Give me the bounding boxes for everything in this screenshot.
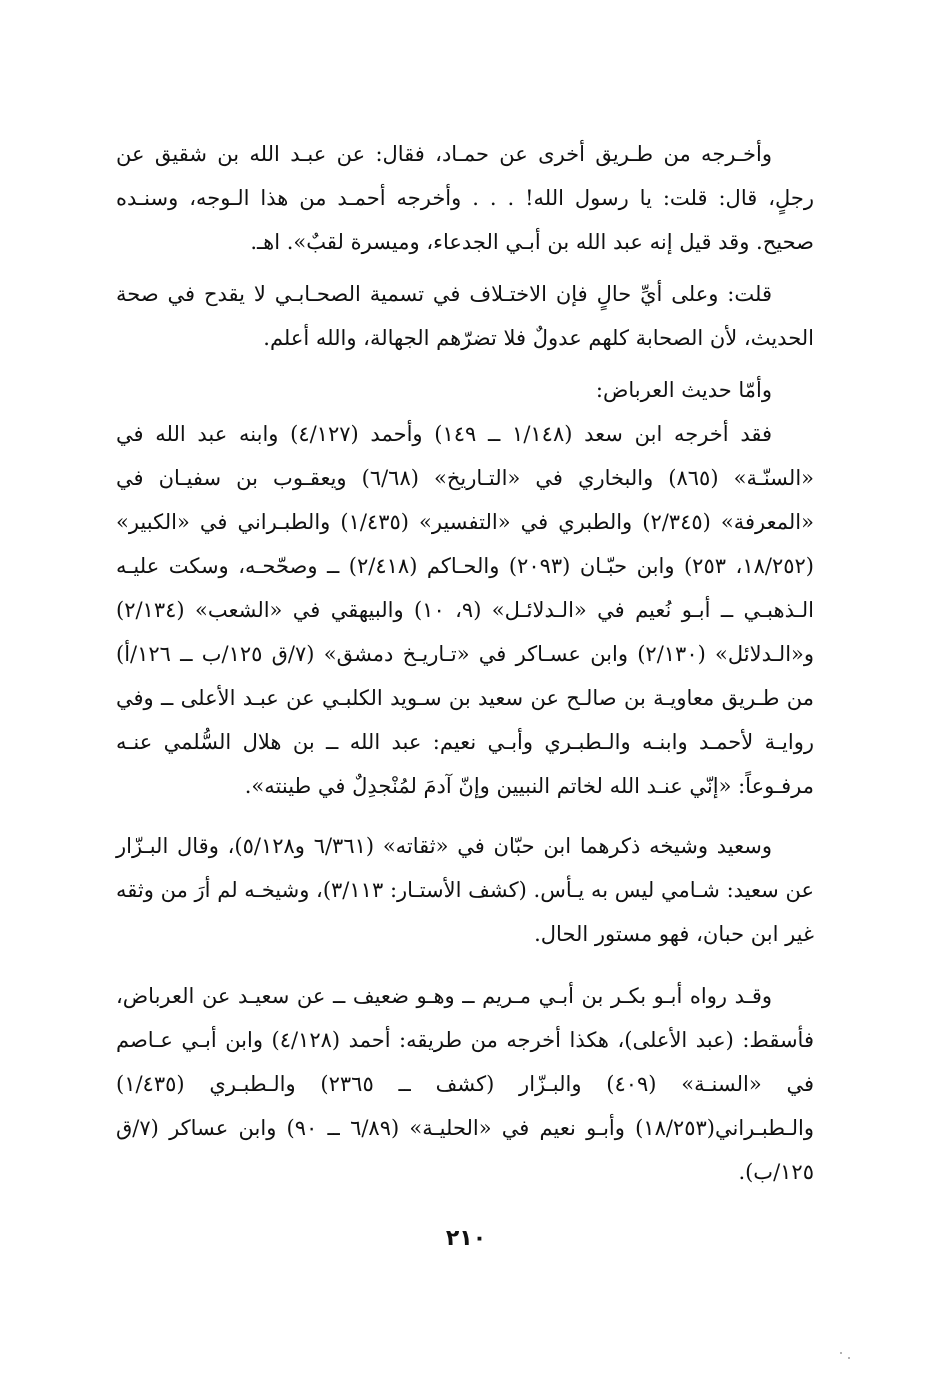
page-number: ٢١٠ bbox=[445, 1226, 487, 1251]
paragraph-hammad-narration: وأخـرجه من طـريق أخرى عن حمـاد، فقال: عن عبـد الله بن شقيق عن رجلٍ، قال: قلت: يا رسول الله! . . . وأخرجه أحمـد من هذا الـوجه، وسنـده صحيح. وقد قيل إنه عبد الله بن أبـي الجدعاء، وميسرة لقبٌ». اهـ. bbox=[116, 142, 814, 254]
paragraph-companion-naming: قلت: وعلى أيِّ حالٍ فإن الاختـلاف في تسمية الصحـابـي لا يقدح في صحة الحديث، لأن الصحابة كلهم عدولٌ فلا تضرّهم الجهالة، والله أعلم. bbox=[116, 282, 814, 350]
paragraph-saeed-grading: وسعيد وشيخه ذكرهما ابن حبّان في «ثقاته» (٦/٣٦١ و٥/١٢٨)، وقال البـزّار عن سعيد: شـامي ليس به يـأس. (كشف الأستـار: ٣/١١٣)، وشيخـه لم أرَ من وثقه غير ابن حبان، فهو مستور الحال. bbox=[116, 834, 814, 946]
paragraph-irbad-takhrij: فقد أخرجه ابن سعد (١/١٤٨ ــ ١٤٩) وأحمد (٤/١٢٧) وابنه عبد الله في «السنّـة» (٨٦٥) والبخاري في «التـاريخ» (٦/٦٨) ويعقـوب بن سفيـان في «المعرفة» (٢/٣٤٥) والطبري في «التفسير» (١/٤٣٥) والطبـراني في «الكبير» (١٨/٢٥٢، ٢٥٣) وابن حبّـان (٢٠٩٣) والحـاكم (٢/٤١٨) ــ وصحّحـه، وسكت عليـه الـذهبـي ــ أبـو نُعيم في «الـدلائـل» (٩، ١٠) والبيهقي في «الشعب» (٢/١٣٤) و«الـدلائل» (٢/١٣٠) وابن عسـاكر في «تـاريـخ دمشق» (٧/ق ١٢٥/ب ــ ١٢٦/أ) من طـريق معاويـة بن صالـح عن سعيد بن سـويد الكلبـي عن عبـد الأعلى ــ وفي روايـة لأحمـد وابنـه والـطبـري وأبـي نعيم: عبد الله ــ بن هلال السُّلمي عنـه مرفـوعاً: «إنّي عنـد الله لخاتم النبيين وإنّ آدمَ لمُنْجدِلٌ في طينته». bbox=[116, 422, 815, 798]
scan-speck bbox=[848, 1357, 850, 1359]
page-body bbox=[116, 132, 814, 1194]
paragraph-irbad-heading: وأمّا حديث العرباض: bbox=[595, 378, 772, 402]
scan-speck bbox=[840, 1352, 842, 1354]
paragraph-abu-bakr-narration: وقـد رواه أبـو بكـر بن أبـي مـريم ــ وهـو ضعيف ــ عن سعيـد عن العرباض، فأسقط: (عبد الأعلى)، هكذا أخرجه من طريقه: أحمد (٤/١٢٨) وابن أبـي عـاصم في «السنـة» (٤٠٩) والبـزّار (كشف ــ ٢٣٦٥) والـطبـري (١/٤٣٥) والـطبـراني(١٨/٢٥٣) وأبـو نعيم في «الحليـة» (٦/٨٩ ــ ٩٠) وابن عساكر (٧/ق ١٢٥/ب). bbox=[116, 984, 814, 1184]
